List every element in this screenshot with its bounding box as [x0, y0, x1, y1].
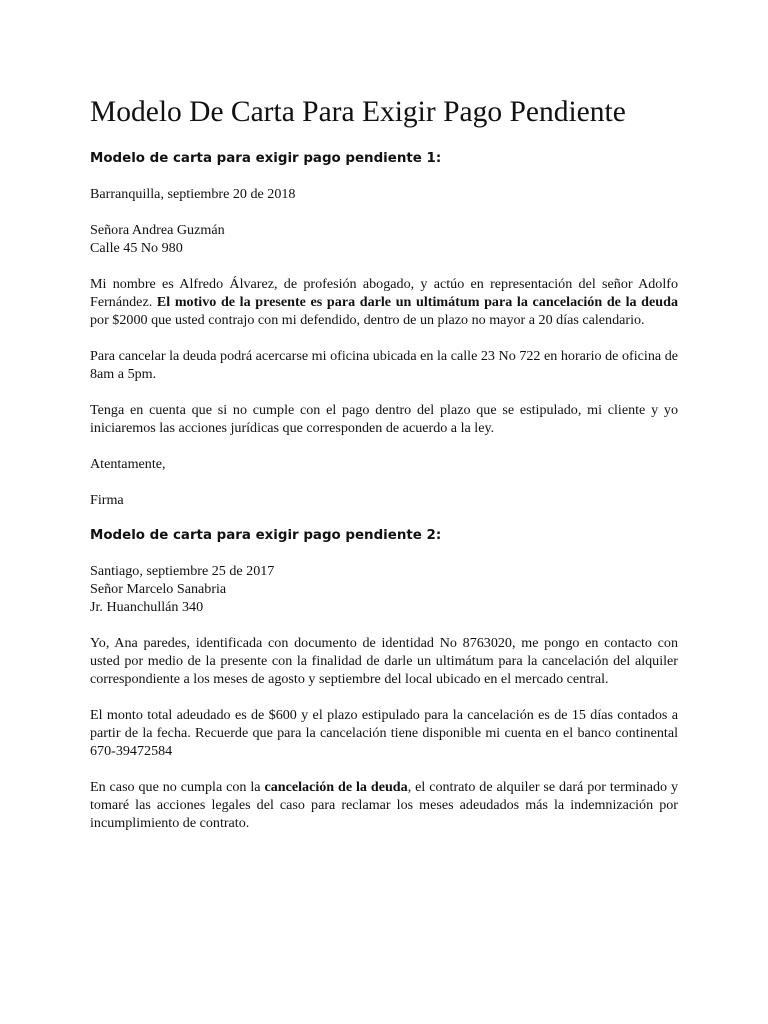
document-title: Modelo De Carta Para Exigir Pago Pendiente — [90, 96, 626, 128]
letter-1-signature: Firma — [90, 492, 124, 508]
letter-1-heading: Modelo de carta para exigir pago pendiente 1: — [90, 151, 442, 166]
letter-2-paragraph-2: El monto total adeudado es de $600 y el plazo estipulado para la cancelación es de 15 días contados a partir de la fecha. Recuerde que para la cancelación tiene disponible mi cuenta en el banco continental 670-39472584 — [90, 707, 678, 759]
letter-1-paragraph-3: Tenga en cuenta que si no cumple con el pago dentro del plazo que se estipulado, mi cliente y yo iniciaremos las acciones jurídicas que corresponden de acuerdo a la ley. — [90, 402, 678, 436]
letter-1 — [90, 150, 678, 509]
letter-1-paragraph-1-bold: El motivo de la presente es para darle un ultimátum para la cancelación de la deuda — [156, 294, 678, 310]
letter-2-recipient-address: Jr. Huanchullán 340 — [90, 599, 204, 615]
letter-1-recipient-address: Calle 45 No 980 — [90, 240, 183, 256]
letter-1-paragraph-1-start: Mi nombre es Alfredo Álvarez, de profesión abogado, y actúo en representación del señor Adolfo Fernández. — [90, 276, 678, 310]
letter-2-paragraph-3-start: En caso que no cumpla con la — [90, 779, 265, 795]
document-page — [90, 92, 678, 850]
letter-1-paragraph-2: Para cancelar la deuda podrá acercarse mi oficina ubicada en la calle 23 No 722 en horario de oficina de 8am a 5pm. — [90, 348, 678, 382]
letter-2-paragraph-3-end: , el contrato de alquiler se dará por terminado y tomaré las acciones legales del caso para reclamar los meses adeudados más la indemnización por incumplimiento de contrato. — [90, 779, 678, 831]
letter-2-paragraph-3-bold: cancelación de la deuda — [264, 779, 408, 795]
letter-2 — [90, 527, 678, 832]
letter-2-recipient-name: Señor Marcelo Sanabria — [90, 581, 227, 597]
letter-2-paragraph-3 — [90, 778, 678, 832]
letter-2-place-date: Santiago, septiembre 25 de 2017 — [90, 563, 275, 579]
letter-1-paragraph-1 — [90, 275, 678, 329]
letter-2-heading: Modelo de carta para exigir pago pendiente 2: — [90, 528, 442, 543]
letter-1-closing: Atentamente, — [90, 456, 166, 472]
letter-1-paragraph-1-end: por $2000 que usted contrajo con mi defendido, dentro de un plazo no mayor a 20 días calendario. — [90, 312, 645, 328]
letter-2-paragraph-1: Yo, Ana paredes, identificada con documento de identidad No 8763020, me pongo en contacto con usted por medio de la presente con la finalidad de darle un ultimátum para la cancelación del alquiler correspondiente a los meses de agosto y septiembre del local ubicado en el mercado central. — [90, 635, 678, 687]
letter-1-place-date: Barranquilla, septiembre 20 de 2018 — [90, 186, 296, 202]
letter-1-recipient-name: Señora Andrea Guzmán — [90, 222, 225, 238]
